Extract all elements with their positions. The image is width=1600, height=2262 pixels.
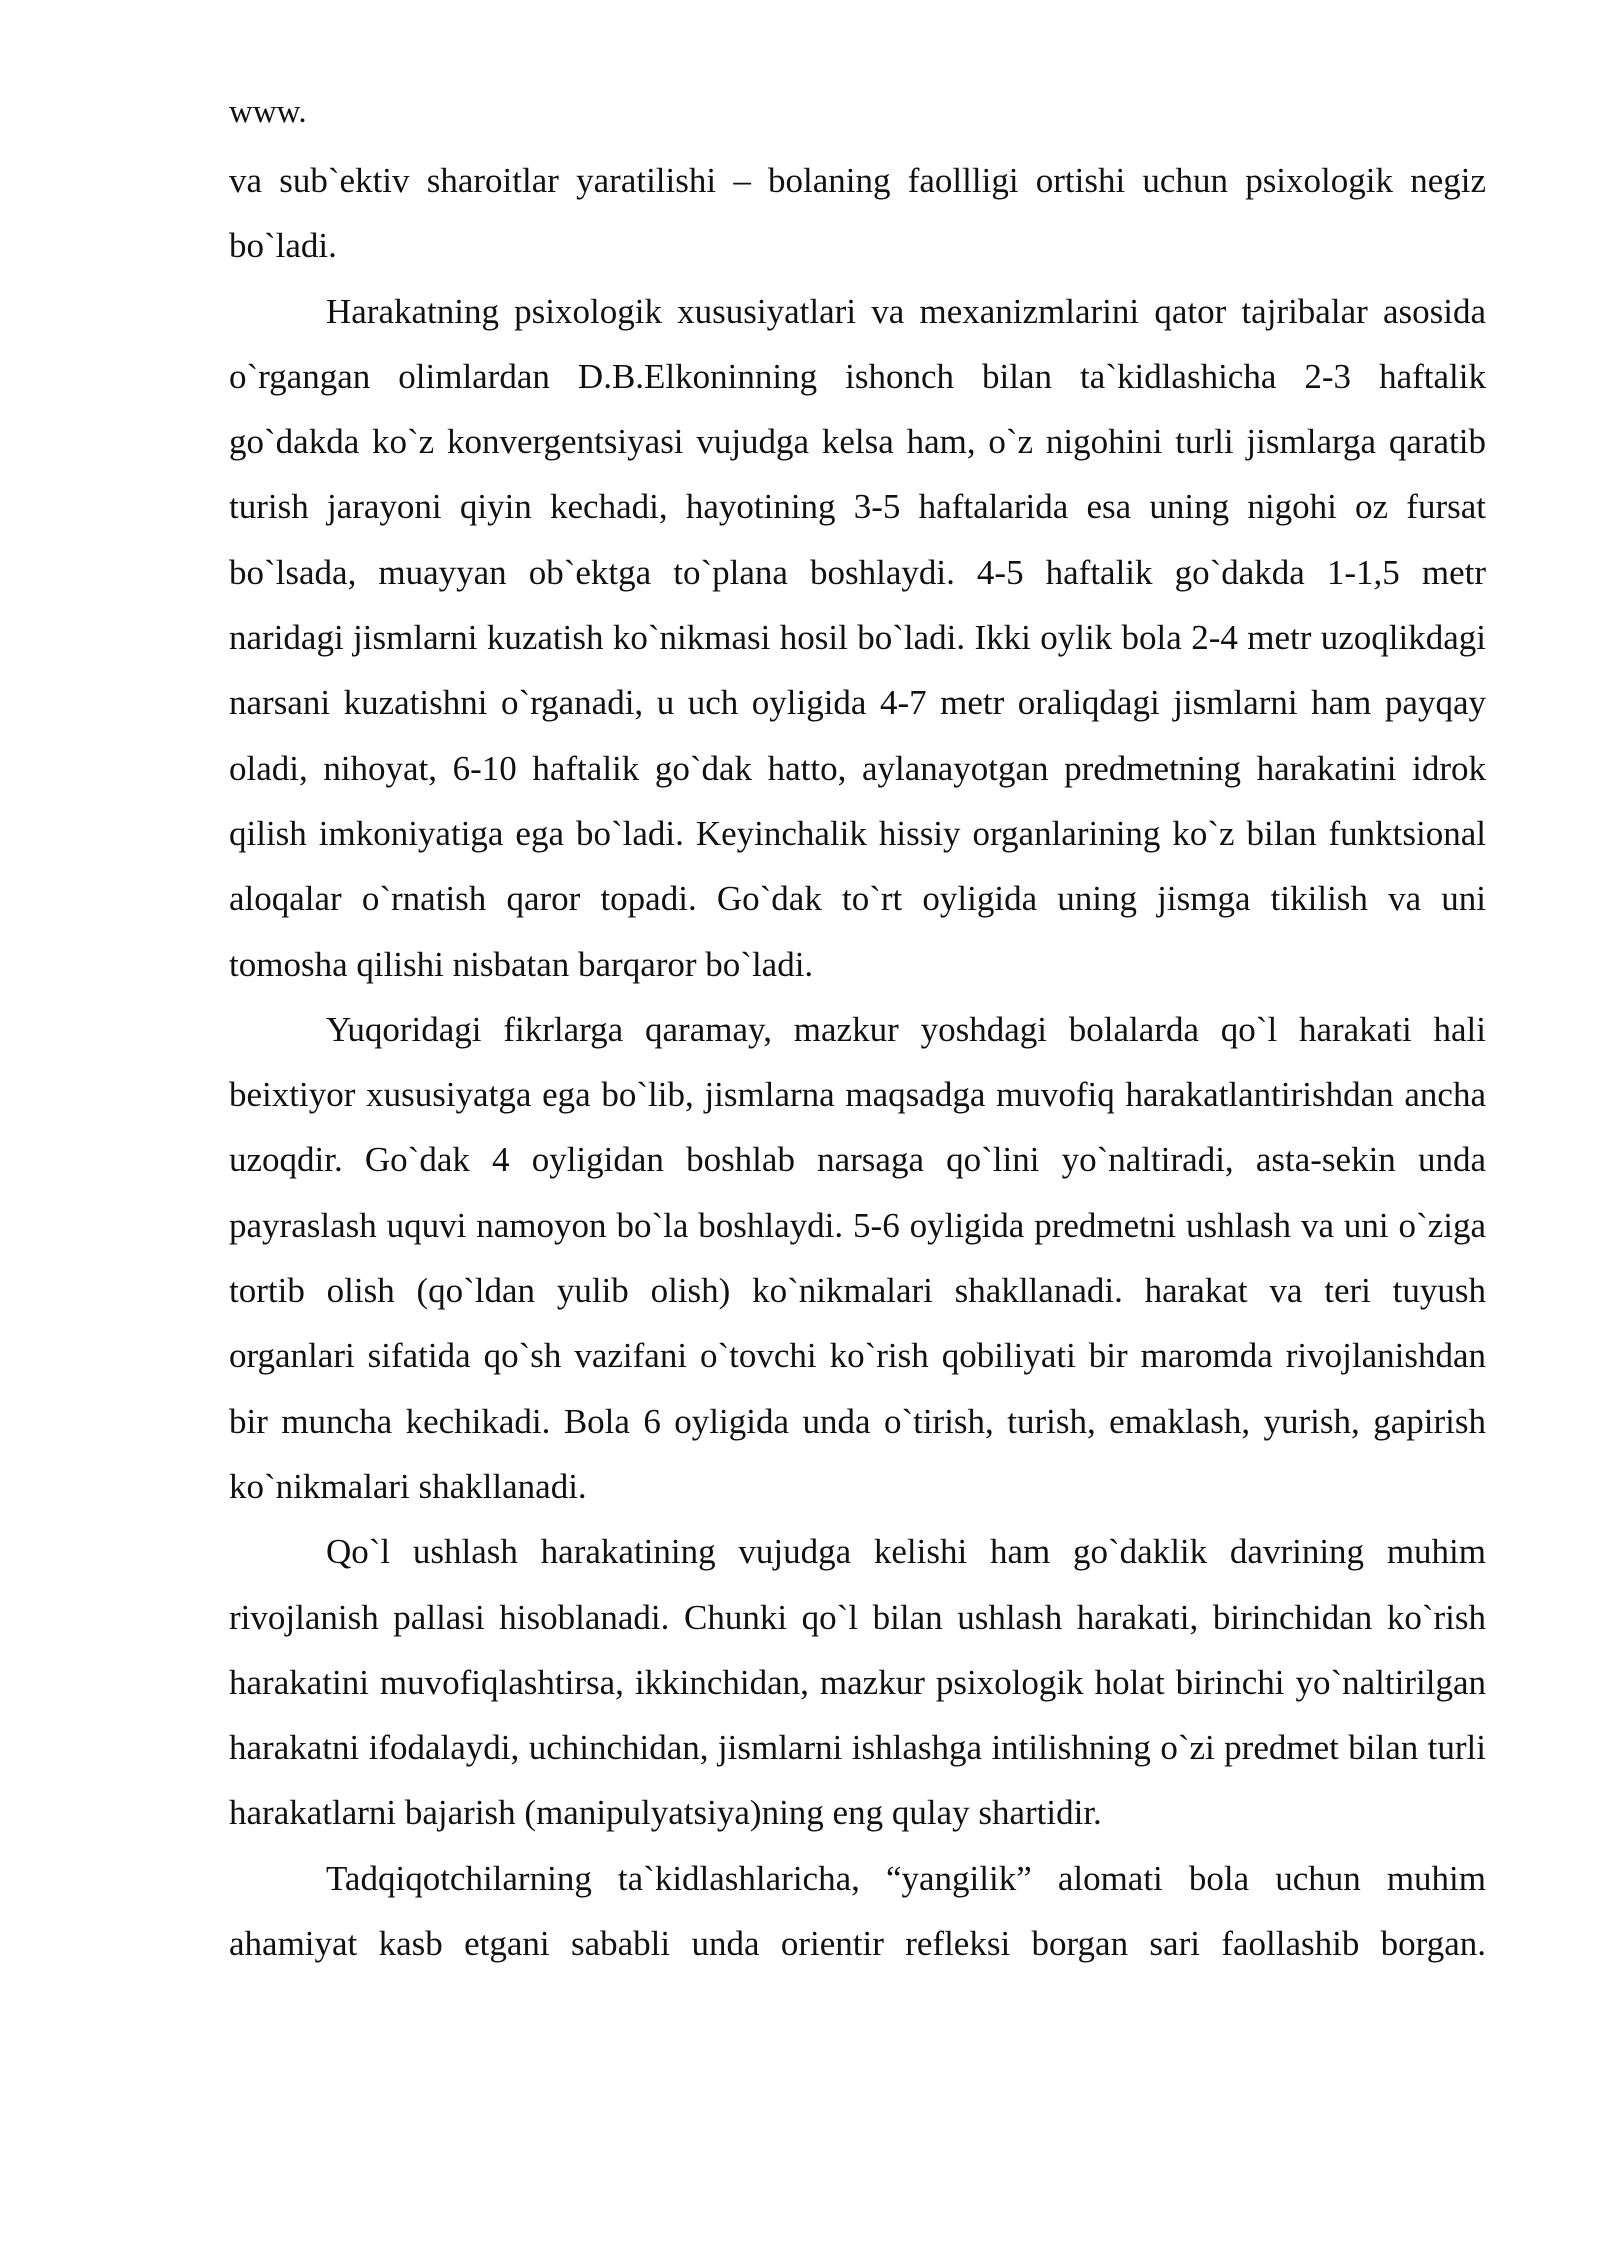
paragraph-hand-movement: Yuqoridagi fikrlarga qaramay, mazkur yoshdagi bolalarda qo`l harakati hali beixtiyor xususiyatga ega bo`lib, jismlarna maqsadga muvofiq harakatlantirishdan ancha uzoqdir. Go`dak 4 oyligidan boshlab narsaga qo`lini yo`naltiradi, asta-sekin unda payraslash uquvi namoyon bo`la boshlaydi. 5-6 oyligida predmetni ushlash va uni o`ziga tortib olish (qo`ldan yulib olish) ko`nikmalari shakllanadi. harakat va teri tuyush organlari sifatida qo`sh vazifani o`tovchi ko`rish qobiliyati bir maromda rivojlanishdan bir muncha kechikadi. Bola 6 oyligida unda o`tirish, turish, emaklash, yurish, gapirish ko`nikmalari shakllanadi. <box>229 1009 1486 1506</box>
paragraph-elkonin: Harakatning psixologik xususiyatlari va mexanizmlarini qator tajribalar asosida o`rgangan olimlardan D.B.Elkoninning ishonch bilan ta`kidlashicha 2-3 haftalik go`dakda ko`z konvergentsiyasi vujudga kelsa ham, o`z nigohini turli jismlarga qaratib turish jarayoni qiyin kechadi, hayotining 3-5 haftalarida esa uning nigohi oz fursat bo`lsada, muayyan ob`ektga to`plana boshlaydi. 4-5 haftalik go`dakda 1-1,5 metr naridagi jismlarni kuzatish ko`nikmasi hosil bo`ladi. Ikki oylik bola 2-4 metr uzoqlikdagi narsani kuzatishni o`rganadi, u uch oyligida 4-7 metr oraliqdagi jismlarni ham payqay oladi, nihoyat, 6-10 haftalik go`dak hatto, aylanayotgan predmetning harakatini idrok qilish imkoniyatiga ega bo`ladi. Keyinchalik hissiy organlarining ko`z bilan funktsional aloqalar o`rnatish qaror topadi. Go`dak to`rt oyligida uning jismga tikilish va uni tomosha qilishi nisbatan barqaror bo`ladi. <box>229 291 1486 984</box>
header-www: www. <box>229 94 307 130</box>
paragraph-continuation: va sub`ektiv sharoitlar yaratilishi – bolaning faollligi ortishi uchun psixologik negiz bo`ladi. <box>229 161 1486 266</box>
paragraph-novelty: Tadqiqotchilarning ta`kidlashlaricha, “yangilik” alomati bola uchun muhim ahamiyat kasb etgani sababli unda orientir refleksi borgan sari faollashib borgan. <box>229 1858 1486 1964</box>
body-text <box>229 148 1486 1976</box>
paragraph-grasping: Qo`l ushlash harakatining vujudga kelishi ham go`daklik davrining muhim rivojlanish pallasi hisoblanadi. Chunki qo`l bilan ushlash harakati, birinchidan ko`rish harakatini muvofiqlashtirsa, ikkinchidan, mazkur psixologik holat birinchi yo`naltirilgan harakatni ifodalaydi, uchinchidan, jismlarni ishlashga intilishning o`zi predmet bilan turli harakatlarni bajarish (manipulyatsiya)ning eng qulay shartidir. <box>229 1532 1486 1833</box>
